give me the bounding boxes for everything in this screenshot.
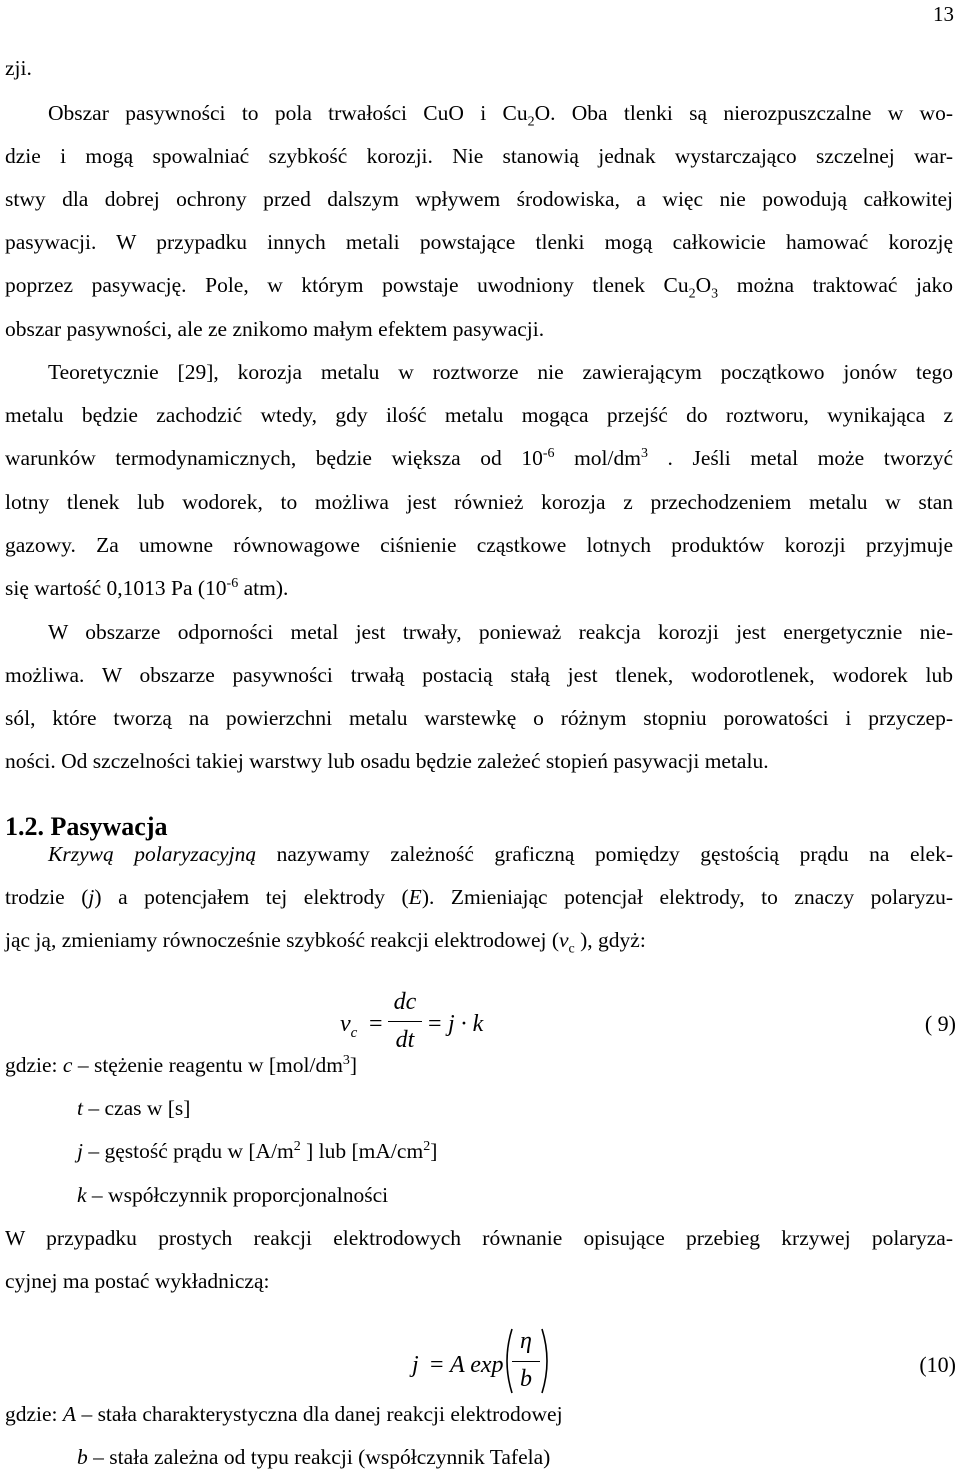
text-line: trodzie (j) a potencjałem tej elektrody (E). Zmieniając potencjał elektrody, to znaczy polaryzu- [5,885,953,909]
section-heading: 1.2. Pasywacja [5,812,168,841]
text-line: gazowy. Za umowne równowagowe ciśnienie cząstkowe lotnych produktów korozji przyjmuje [5,533,953,557]
text-line: k – współczynnik proporcjonalności [77,1183,389,1207]
eq10-rhs: A exp [450,1352,504,1378]
text-line: W obszarze odporności metal jest trwały, ponieważ reakcja korozji jest energetycznie nie- [48,620,953,644]
eq9-lhs: $v_c$ [340,1011,358,1041]
text-line: j – gęstość prądu w [$A/m^2$ ] lub $[mA/cm^2]$ [77,1138,438,1163]
text-line: poprzez pasywację. Pole, w którym powstaje uwodniony tlenek $Cu_2O_3$ można traktować jako [5,273,954,302]
eq9-equals-1: = [369,1011,383,1037]
text-line: lotny tlenek lub wodorek, to możliwa jest również korozja z przechodzeniem metalu w stan [5,490,953,514]
text-line: Obszar pasywności to pola trwałości CuO i $Cu_2O$. Oba tlenki są nierozpuszczalne w wo- [48,101,953,130]
eq9-rhs: j · k [448,1011,484,1037]
page-number: 13 [933,2,954,26]
eq10-number: (10) [919,1352,956,1377]
text-line: b – stała zależna od typu reakcji (współczynnik Tafela) [77,1445,551,1469]
text-line: sól, które tworzą na powierzchni metalu warstewkę o różnym stopniu porowatości i przyczep- [5,706,953,730]
text-line: jąc ją, zmieniamy równocześnie szybkość reakcji elektrodowej ($v_c$ ), gdyż: [5,928,646,957]
text-line: dzie i mogą spowalniać szybkość korozji. Nie stanowią jednak wystarczająco szczelnej war- [5,144,953,168]
text-line: stwy dla dobrej ochrony przed dalszym wpływem środowiska, a więc nie powodują całkowitej [5,187,953,211]
text-line: możliwa. W obszarze pasywności trwałą postacią stałą jest tlenek, wodorotlenek, wodorek lub [5,663,953,687]
eq9-equals-2: = [428,1011,442,1037]
text-line: ności. Od szczelności takiej warstwy lub osadu będzie zależeć stopień pasywacji metalu. [5,749,769,773]
text-line: zji. [5,56,32,80]
text-line: W przypadku prostych reakcji elektrodowych równanie opisujące przebieg krzywej polaryza- [5,1226,953,1250]
text-line: Teoretycznie [29], korozja metalu w roztworze nie zawierającym początkowo jonów tego [48,360,953,384]
eq9-denominator: dt [395,1027,415,1053]
text-line: Krzywą polaryzacyjną nazywamy zależność graficzną pomiędzy gęstością prądu na elek- [48,842,953,866]
text-line: się wartość 0,1013 Pa ($10^{-6}$ atm). [5,575,289,600]
text-line: gdzie: c – stężenie reagentu w $[mol/dm^3]$ [5,1052,358,1077]
text-line: warunków termodynamicznych, będzie większa od $10^{-6}$ mol/$dm^3$ . Jeśli metal może tworzyć [5,445,953,470]
eq10-fraction-bar [512,1361,540,1362]
text-line: t – czas w [s] [77,1096,191,1120]
eq9-number: ( 9) [924,1011,956,1036]
text-line: obszar pasywności, ale ze znikomo małym efektem pasywacji. [5,317,545,341]
text-line: cyjnej ma postać wykładniczą: [5,1269,270,1293]
eq10-numerator: η [520,1328,532,1354]
eq10-lhs: j [412,1352,419,1378]
text-line: metalu będzie zachodzić wtedy, gdy ilość metalu mogąca przejść do roztworu, wynikająca z [5,403,953,427]
text-line: gdzie: A – stała charakterystyczna dla danej reakcji elektrodowej [5,1402,563,1426]
eq10-equals: = [430,1352,444,1378]
eq10-denominator: b [520,1366,532,1392]
eq9-numerator: dc [393,989,417,1015]
eq9-fraction-bar [388,1021,422,1022]
text-line: pasywacji. W przypadku innych metali powstające tlenki mogą całkowicie hamować korozję [5,230,953,254]
